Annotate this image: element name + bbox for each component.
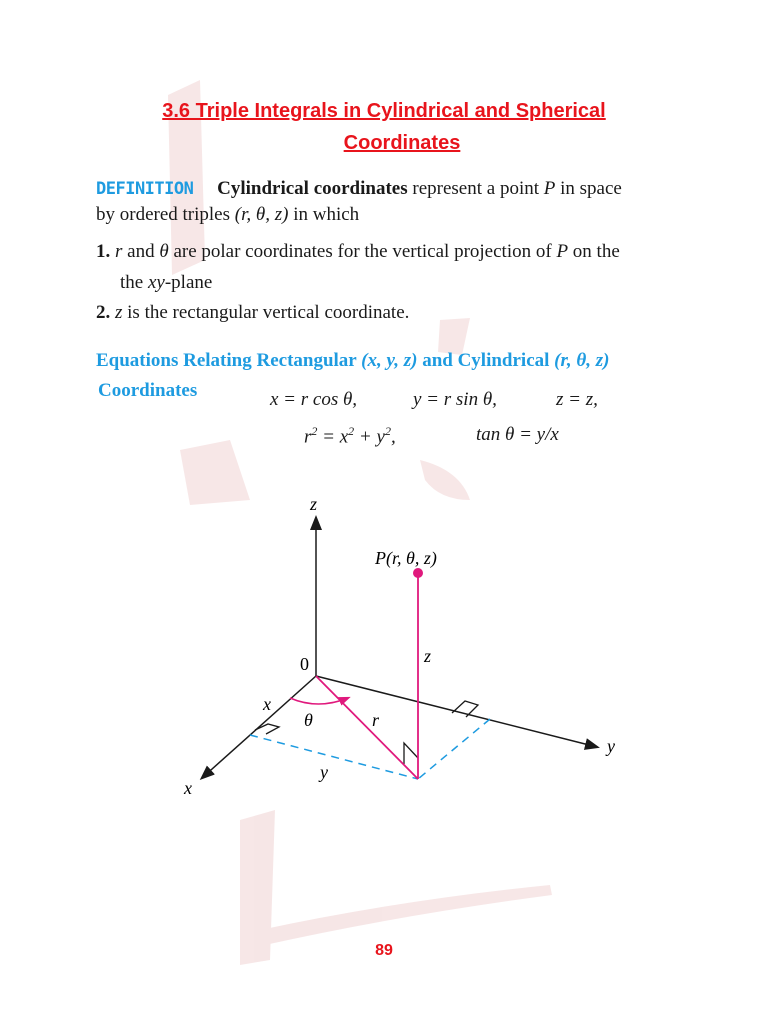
definition-line-2: by ordered triples (r, θ, z) in which (96, 204, 360, 225)
cylindrical-coordinates-figure (0, 480, 768, 840)
page-title: 3.6 Triple Integrals in Cylindrical and Spherical (162, 100, 606, 122)
x-near-label: x (263, 694, 271, 714)
definition-item-1: 1. r and θ are polar coordinates for the vertical projection of P on the (96, 241, 620, 262)
y-segment-label: y (320, 762, 328, 782)
page-title-continued: Coordinates (343, 132, 461, 154)
dashed-y-projection (418, 719, 490, 779)
equation-z: z = z, (556, 389, 598, 410)
z-segment-label: z (424, 646, 432, 666)
right-angle-mark-z (404, 743, 418, 764)
y-axis-label: y (607, 736, 615, 756)
r-segment (316, 676, 418, 779)
r-label: r (372, 710, 380, 730)
theta-label: θ (304, 710, 313, 730)
x-axis-label: x (184, 778, 192, 798)
origin-label: 0 (300, 654, 309, 674)
z-axis-label: z (310, 494, 318, 514)
equation-y: y = r sin θ, (413, 389, 497, 410)
right-angle-mark-y (452, 701, 478, 717)
definition-line-1: DEFINITION Cylindrical coordinates represent a point P in space (96, 178, 622, 199)
definition-keyword: DEFINITION (96, 179, 194, 199)
definition-term: Cylindrical coordinates (217, 178, 408, 199)
point-label: P(r, θ, z) (375, 548, 437, 568)
equations-heading: Equations Relating Rectangular (x, y, z) and Cylindrical (r, θ, z) (96, 350, 610, 371)
y-axis-line (316, 676, 597, 747)
page-number: 89 (375, 942, 393, 959)
definition-item-1-continued: the xy-plane (120, 272, 213, 293)
dashed-x-projection (250, 735, 418, 779)
definition-item-2: 2. z is the rectangular vertical coordinate. (96, 302, 410, 323)
equation-r-squared: $r^2 = x^2 + y^2$, (304, 424, 396, 448)
equation-x: x = r cos θ, (270, 389, 358, 410)
equations-heading-continued: Coordinates (98, 380, 198, 401)
equation-tan-theta: tan θ = y/x (476, 424, 559, 445)
x-axis-line (202, 676, 316, 778)
point-p (413, 568, 423, 578)
right-angle-mark-x (255, 724, 279, 734)
